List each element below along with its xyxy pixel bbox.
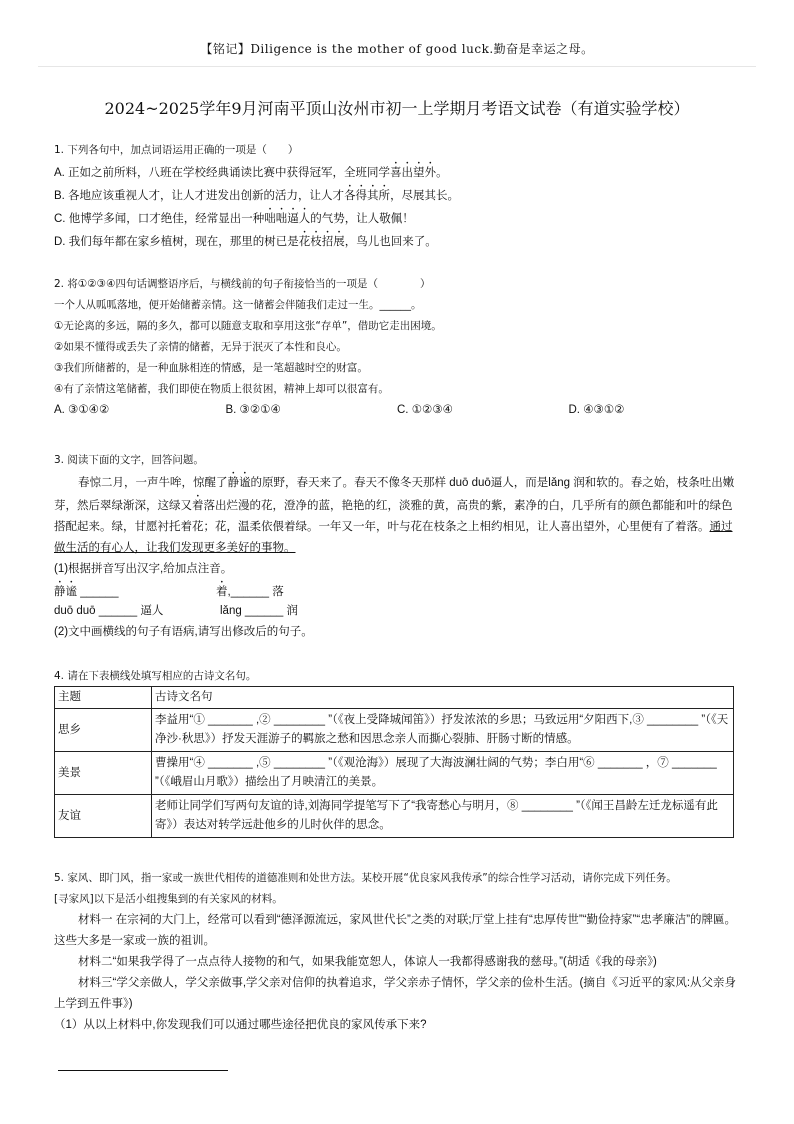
q2-sentence-2: ②如果不懂得或丢失了亲情的储蓄，无异于泯灭了本性和良心。 bbox=[54, 341, 347, 353]
table-row bbox=[55, 795, 734, 838]
q3-passage-part-3: 落出烂漫的花，澄净的蓝，艳艳的红，淡雅的黄，高贵的紫，素净的白，几乎所有的颜色都能和叶的绿色搭配起来。绿，甘愿衬托着花；花，温柔依偎着绿。一年又一年，叶与花在枝条之上相约相见，让人喜出望外，心里便有了着落。 bbox=[54, 500, 733, 533]
q3-blank-duoduo[interactable]: duō duō ______ 逼人 bbox=[54, 605, 164, 617]
q3-underlined-sentence: 通过做生活的有心人，让我们发现更多美好的事物。 bbox=[54, 521, 733, 554]
q2-sentence-1: ①无论离的多远，隔的多久，都可以随意支取和享用这张“存单”，借助它走出困境。 bbox=[54, 320, 442, 332]
q3-answer-row-1 bbox=[54, 580, 740, 601]
q3-word-zhe: 着 bbox=[216, 586, 228, 598]
q1-c-dotted-word: 咄咄逼人 bbox=[264, 213, 311, 225]
q3-stem: 3. 阅读下面的文字，回答问题。 bbox=[54, 454, 204, 466]
q2-option-b[interactable]: B. ③②①④ bbox=[225, 404, 281, 416]
poem-table bbox=[54, 686, 734, 838]
row-theme: 美景 bbox=[55, 752, 152, 795]
header-divider bbox=[38, 66, 756, 67]
q3-passage-part-2: 的原野，春天来了。春天不像冬天那样 duō duō逼人，而是lǎng 润和软的。春之始，枝条吐出嫩芽，然后翠绿渐深，这绿又 bbox=[54, 477, 735, 512]
question-1 bbox=[54, 140, 740, 253]
row-lines[interactable]: 老师让同学们写两句友谊的诗,刘海同学提笔写下了“我寄愁心与明月，⑧ ________ ”（《闻王昌龄左迁龙标遥有此寄》）表达对转学远赴他乡的儿时伙伴的思念。 bbox=[152, 795, 734, 838]
q1-option-c[interactable] bbox=[54, 207, 740, 230]
question-5 bbox=[54, 868, 740, 1036]
q3-sub-2: (2)文中画横线的句子有语病,请写出修改后的句子。 bbox=[54, 626, 313, 638]
table-header-lines: 古诗文名句 bbox=[152, 687, 734, 709]
q1-a-text: A. 正如之前所料，八班在学校经典诵读比赛中获得冠军，全班同学 bbox=[54, 167, 391, 179]
q1-b-dotted-word: 各得其所 bbox=[344, 190, 391, 202]
q3-answer-row-2 bbox=[54, 601, 740, 622]
q3-word-jingmi: 静谧 bbox=[54, 586, 77, 598]
q2-option-a[interactable]: A. ③①④② bbox=[54, 404, 110, 416]
question-4 bbox=[54, 666, 740, 687]
q1-d-end: ，鸟儿也回来了。 bbox=[344, 236, 437, 248]
q1-c-end: 的气势，让人敬佩！ bbox=[310, 213, 414, 225]
q5-search-heading: [寻家风]以下是活小组搜集到的有关家风的材料。 bbox=[54, 893, 283, 905]
q3-blank-2[interactable]: ,______ 落 bbox=[227, 586, 284, 598]
q3-row1-right bbox=[216, 580, 284, 603]
q1-c-text: C. 他博学多闻，口才绝佳，经常显出一种 bbox=[54, 213, 265, 225]
q1-stem: 1. 下列各句中，加点词语运用正确的一项是（ ） bbox=[54, 144, 299, 156]
q3-row1-left bbox=[54, 580, 119, 603]
q3-blank-lang[interactable]: lǎng ______ 润 bbox=[220, 605, 299, 617]
q5-material-1: 材料一 在宗祠的大门上，经常可以看到“德泽源流远，家风世代长”之类的对联;厅堂上挂有“忠厚传世”“勤俭持家”“忠孝廉洁”的牌匾。这些大多是一家或一族的祖训。 bbox=[54, 914, 737, 947]
q4-stem: 4. 请在下表横线处填写相应的古诗文名句。 bbox=[54, 670, 257, 682]
q5-material-2: 材料二“如果我学得了一点点待人接物的和气，如果我能宽恕人，体谅人一我都得感谢我的慈母。”(胡适《我的母亲》) bbox=[78, 956, 657, 968]
table-row bbox=[55, 752, 734, 795]
q5-sub-1: （1）从以上材料中,你发现我们可以通过哪些途径把优良的家风传承下来? bbox=[54, 1019, 427, 1031]
question-3 bbox=[54, 450, 740, 643]
row-theme: 思乡 bbox=[55, 709, 152, 752]
q1-d-text: D. 我们每年都在家乡植树，现在，那里的树已是 bbox=[54, 236, 299, 248]
q2-option-d[interactable]: D. ④③①② bbox=[568, 404, 625, 416]
row-lines[interactable]: 李益用“① _______ ,② ________ ”（《夜上受降城闻笛》）抒发浓浓的乡思；马致远用“夕阳西下,③ ________ ”（《天净沙·秋思》）抒发天涯游子的羁旅之愁和因思念亲人而撕心裂肺、肝肠寸断的情感。 bbox=[152, 709, 734, 752]
header-motto: 【铭记】Diligence is the mother of good luck.勤奋是幸运之母。 bbox=[200, 42, 594, 56]
q2-lead: 一个人从呱呱落地，便开始储蓄亲情。这一储蓄会伴随我们走过一生。______。 bbox=[54, 299, 422, 311]
q3-passage-part-1: 春惊二月，一声牛哞，惊醒了 bbox=[78, 477, 228, 489]
answer-line[interactable] bbox=[58, 1070, 228, 1071]
q2-sentence-4: ④有了亲情这笔储蓄，我们即使在物质上很贫困，精神上却可以很富有。 bbox=[54, 383, 389, 395]
q3-dotted-word-1: 静谧 bbox=[227, 477, 251, 489]
q1-a-end: 。 bbox=[436, 167, 448, 179]
table-row bbox=[55, 709, 734, 752]
q1-option-b[interactable] bbox=[54, 184, 740, 207]
row-theme: 友谊 bbox=[55, 795, 152, 838]
q1-b-text: B. 各地应该重视人才，让人才进发出创新的活力，让人才 bbox=[54, 190, 345, 202]
q1-option-d[interactable] bbox=[54, 230, 740, 253]
q3-sub-1: (1)根据拼音写出汉字,给加点注音。 bbox=[54, 563, 233, 575]
q2-option-c[interactable]: C. ①②③④ bbox=[397, 404, 453, 416]
q1-a-dotted-word: 喜出望外 bbox=[390, 167, 437, 179]
q3-blank-1[interactable]: ______ bbox=[80, 586, 119, 598]
q2-options bbox=[54, 400, 740, 421]
q2-stem: 2. 将①②③④四句话调整语序后，与横线前的句子衔接恰当的一项是（ ） bbox=[54, 278, 431, 290]
q1-d-dotted-word: 花枝招展 bbox=[298, 236, 345, 248]
q1-b-end: ，尽展其长。 bbox=[390, 190, 460, 202]
q5-stem: 5. 家风、即门风，指一家或一族世代相传的道德准则和处世方法。某校开展“优良家风我传承”的综合性学习活动，请你完成下列任务。 bbox=[54, 872, 677, 884]
q1-option-a[interactable] bbox=[54, 161, 740, 184]
row-lines[interactable]: 曹操用“④ _______ ,⑤ ________ ”（《观沧海》）展现了大海波澜壮阔的气势；李白用“⑥ _______ ，⑦ _______ ”（《峨眉山月歌》）描绘出了月映清江的美景。 bbox=[152, 752, 734, 795]
q3-passage bbox=[54, 471, 740, 559]
exam-title: 2024~2025学年9月河南平顶山汝州市初一上学期月考语文试卷（有道实验学校） bbox=[104, 99, 690, 118]
table-header-theme: 主题 bbox=[55, 687, 152, 709]
question-2 bbox=[54, 274, 740, 421]
table-header-row bbox=[55, 687, 734, 709]
q5-material-3: 材料三“学父亲做人，学父亲做事,学父亲对信仰的执着追求，学父亲赤子情怀，学父亲的俭朴生活。(摘自《习近平的家风:从父亲身上学到五件事》) bbox=[54, 977, 737, 1010]
q2-sentence-3: ③我们所储蓄的，是一种血脉相连的情感，是一笔超越时空的财富。 bbox=[54, 362, 368, 374]
q3-dotted-word-2: 着 bbox=[192, 500, 204, 512]
